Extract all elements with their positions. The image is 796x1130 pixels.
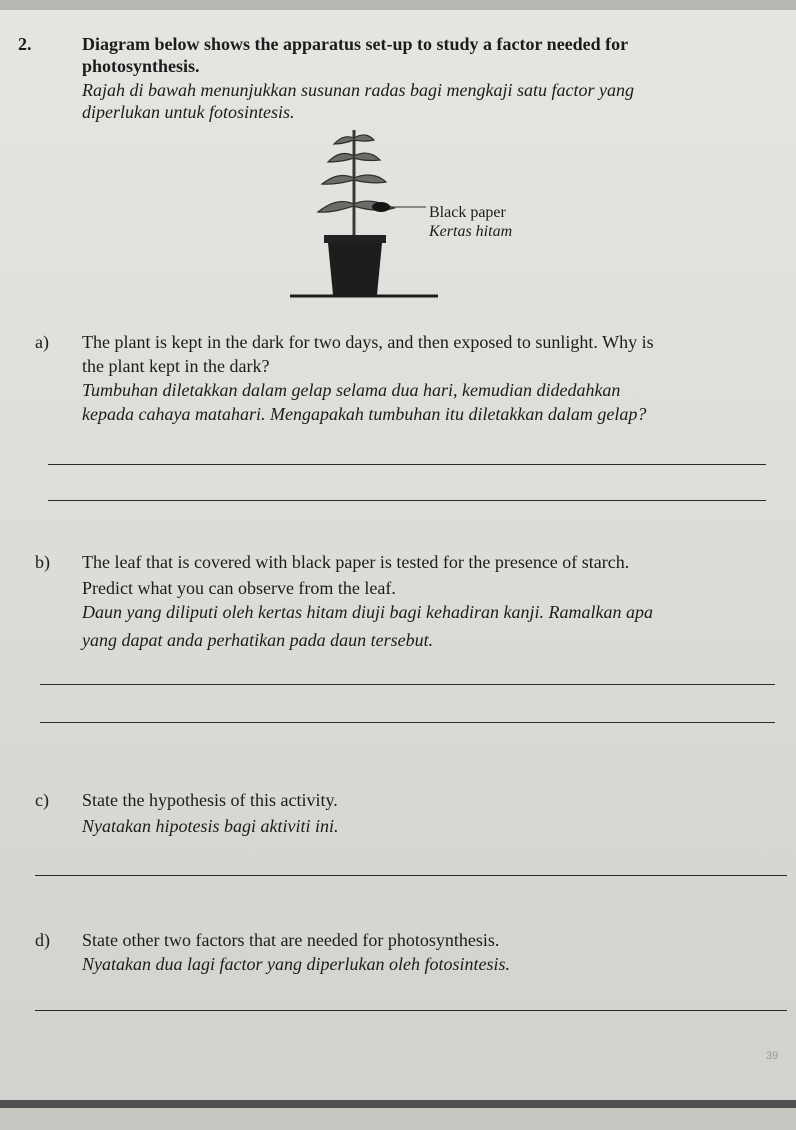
part-a-en-line-1: The plant is kept in the dark for two days, and then exposed to sunlight. Why is [82, 332, 654, 352]
scan-bottom-edge [0, 1100, 796, 1108]
answer-line-d1[interactable] [35, 1010, 787, 1011]
question-number: 2. [18, 34, 32, 54]
answer-line-a2[interactable] [48, 500, 766, 501]
part-a-en-line-2: the plant kept in the dark? [82, 356, 270, 376]
part-b-ms-line-1: Daun yang diliputi oleh kertas hitam diuji bagi kehadiran kanji. Ramalkan apa [82, 602, 653, 622]
intro-en-line-1: Diagram below shows the apparatus set-up to study a factor needed for [82, 34, 629, 54]
part-b-en-line-1: The leaf that is covered with black paper is tested for the presence of starch. [82, 552, 630, 572]
scan-top-edge [0, 0, 796, 10]
intro-en-line-2: photosynthesis. [82, 56, 200, 76]
part-a-label: a) [35, 332, 49, 352]
page-number: 39 [766, 1050, 779, 1062]
answer-line-b1[interactable] [40, 684, 775, 685]
part-c-en-line-1: State the hypothesis of this activity. [82, 790, 338, 810]
part-a-ms-line-2: kepada cahaya matahari. Mengapakah tumbuhan itu diletakkan dalam gelap? [82, 404, 647, 424]
part-d-en-line-1: State other two factors that are needed for photosynthesis. [82, 930, 500, 950]
intro-ms-line-2: diperlukan untuk fotosintesis. [82, 102, 295, 122]
part-b-ms-line-2: yang dapat anda perhatikan pada daun tersebut. [82, 630, 434, 650]
kertas-hitam-label: Kertas hitam [429, 223, 513, 240]
part-c-label: c) [35, 790, 49, 810]
scan-bottom-shade [0, 1108, 796, 1130]
part-d-ms-line-1: Nyatakan dua lagi factor yang diperlukan oleh fotosintesis. [82, 954, 510, 974]
answer-line-b2[interactable] [40, 722, 775, 723]
answer-line-c1[interactable] [35, 875, 787, 876]
answer-line-a1[interactable] [48, 464, 766, 465]
black-paper-label: Black paper [429, 204, 506, 221]
part-c-ms-line-1: Nyatakan hipotesis bagi aktiviti ini. [82, 816, 339, 836]
intro-ms-line-1: Rajah di bawah menunjukkan susunan radas bagi mengkaji satu factor yang [82, 80, 634, 100]
part-b-label: b) [35, 552, 50, 572]
part-b-en-line-2: Predict what you can observe from the leaf. [82, 578, 396, 598]
part-d-label: d) [35, 930, 50, 950]
plant-apparatus-diagram [290, 120, 550, 305]
part-a-ms-line-1: Tumbuhan diletakkan dalam gelap selama dua hari, kemudian didedahkan [82, 380, 621, 400]
